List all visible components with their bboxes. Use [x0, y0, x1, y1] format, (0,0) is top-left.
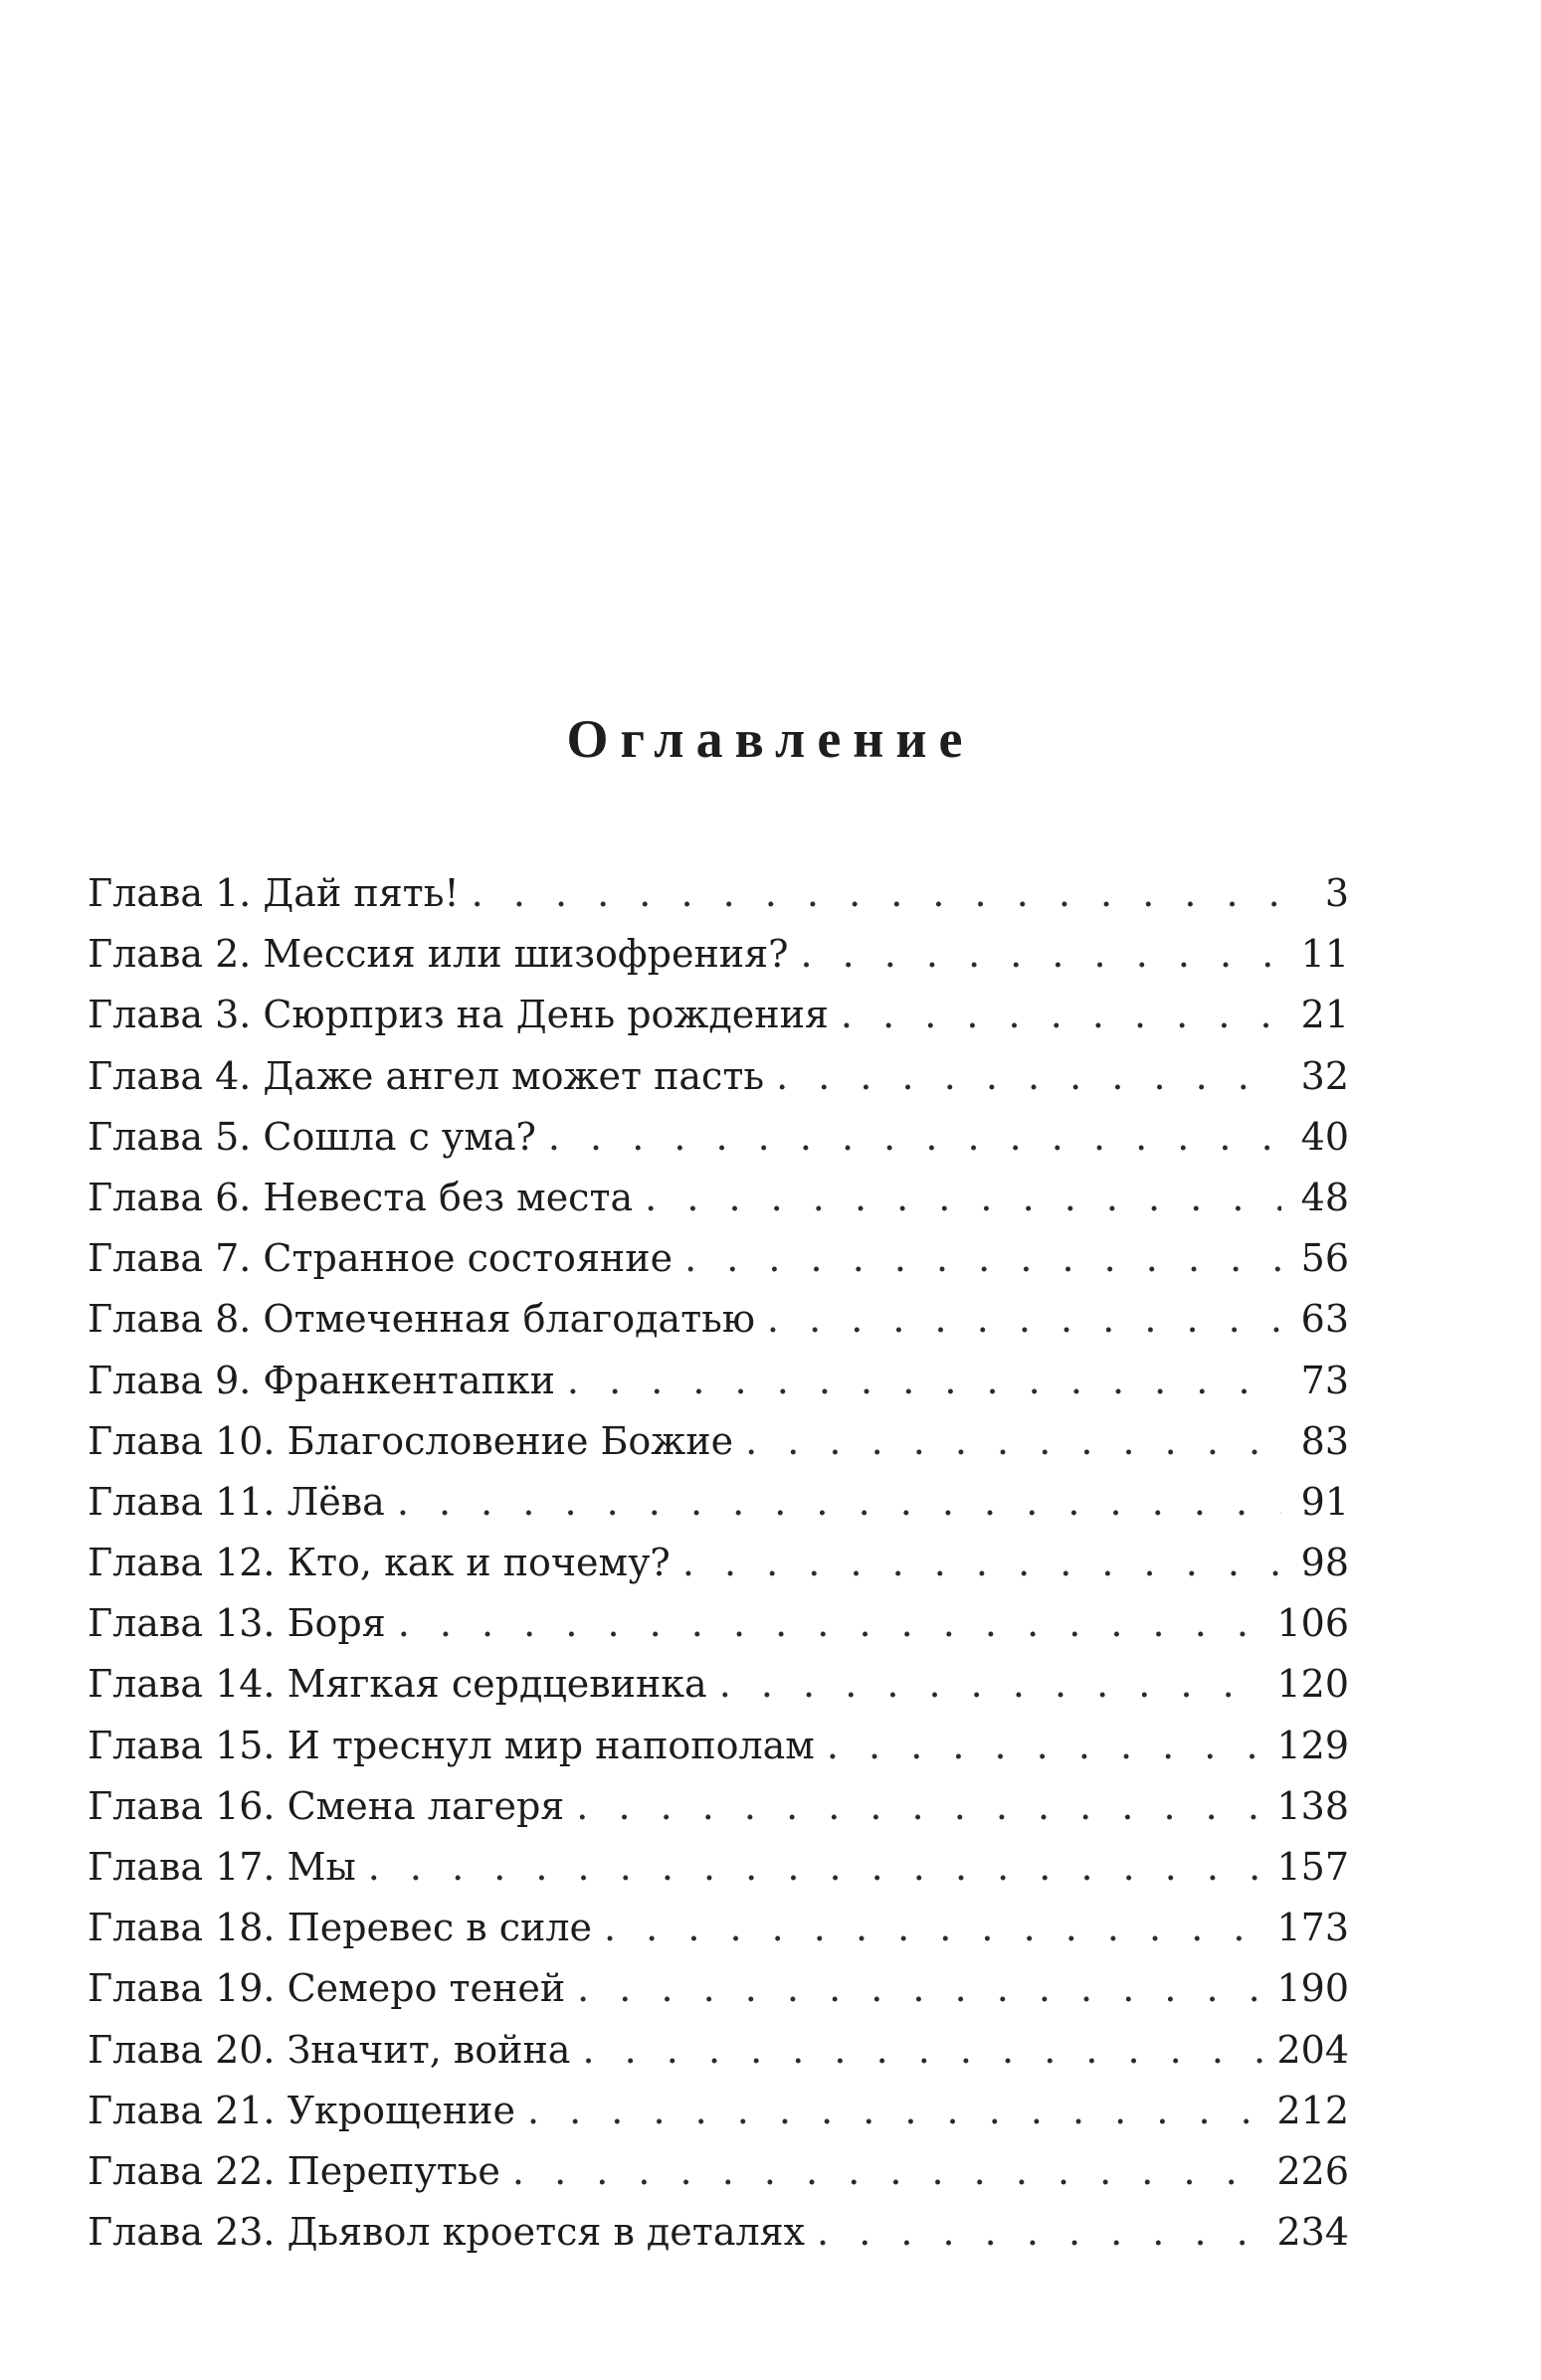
toc-entry-page: 212 — [1276, 2088, 1349, 2132]
dot-leader — [645, 1168, 1281, 1228]
toc-entry-page: 91 — [1300, 1479, 1349, 1524]
toc-entry — [88, 1168, 1349, 1228]
toc-entry-title: Глава 4. Даже ангел может пасть — [88, 1053, 765, 1098]
dot-leader — [817, 2202, 1264, 2263]
dot-leader — [719, 1654, 1265, 1715]
toc-entry-title: Глава 20. Значит, война — [88, 2027, 571, 2072]
toc-entry-page: 63 — [1300, 1297, 1349, 1342]
toc-entry — [88, 1472, 1349, 1533]
toc-entry-title: Глава 7. Странное состояние — [88, 1236, 674, 1281]
dot-leader — [745, 1411, 1281, 1472]
toc-entry — [88, 2081, 1349, 2141]
dot-leader — [682, 1533, 1281, 1593]
dot-leader — [577, 1958, 1264, 2019]
toc-entry-title: Глава 23. Дьявол кроется в деталях — [88, 2210, 806, 2255]
toc-entry-page: 83 — [1300, 1418, 1349, 1463]
toc-entry-title: Глава 11. Лёва — [88, 1479, 385, 1524]
toc-entry-page: 32 — [1300, 1053, 1349, 1098]
dot-leader — [398, 1593, 1265, 1654]
toc-entry-title: Глава 10. Благословение Божие — [88, 1418, 734, 1463]
toc-entry-page: 73 — [1300, 1358, 1349, 1402]
toc-entry-page: 98 — [1300, 1541, 1349, 1585]
toc-entry-page: 21 — [1300, 993, 1349, 1037]
toc-entry-title: Глава 3. Сюрприз на День рождения — [88, 993, 829, 1037]
toc-entry-title: Глава 16. Смена лагеря — [88, 1783, 565, 1828]
toc-entry-title: Глава 17. Мы — [88, 1845, 356, 1889]
toc-list — [88, 863, 1349, 2263]
toc-entry-title: Глава 13. Боря — [88, 1601, 386, 1646]
toc-entry-title: Глава 5. Сошла с ума? — [88, 1114, 536, 1159]
toc-entry — [88, 1411, 1349, 1472]
toc-entry-page: 11 — [1300, 932, 1349, 977]
toc-entry — [88, 1107, 1349, 1168]
toc-entry — [88, 2020, 1349, 2081]
toc-entry-title: Глава 18. Перевес в силе — [88, 1906, 592, 1950]
dot-leader — [512, 2141, 1265, 2202]
dot-leader — [576, 1776, 1264, 1837]
toc-entry — [88, 1351, 1349, 1411]
toc-entry — [88, 1837, 1349, 1898]
dot-leader — [841, 985, 1281, 1045]
dot-leader — [604, 1898, 1264, 1958]
toc-entry-page: 234 — [1276, 2210, 1349, 2255]
dot-leader — [368, 1837, 1265, 1898]
toc-entry-page: 226 — [1276, 2148, 1349, 2193]
dot-leader — [397, 1472, 1281, 1533]
toc-entry-page: 40 — [1300, 1114, 1349, 1159]
toc-entry-title: Глава 8. Отмеченная благодатью — [88, 1297, 755, 1342]
toc-entry-page: 190 — [1276, 1966, 1349, 2011]
toc-entry — [88, 1289, 1349, 1350]
toc-entry — [88, 1533, 1349, 1593]
toc-entry-page: 129 — [1276, 1723, 1349, 1767]
dot-leader — [548, 1107, 1281, 1168]
dot-leader — [767, 1289, 1281, 1350]
toc-entry-page: 157 — [1276, 1845, 1349, 1889]
toc-entry-title: Глава 1. Дай пять! — [88, 871, 460, 915]
toc-entry-title: Глава 21. Укрощение — [88, 2088, 515, 2132]
toc-entry — [88, 1046, 1349, 1107]
toc-entry-title: Глава 12. Кто, как и почему? — [88, 1541, 671, 1585]
toc-entry-page: 48 — [1300, 1175, 1349, 1219]
toc-entry — [88, 985, 1349, 1045]
toc-entry-page: 3 — [1324, 871, 1349, 915]
toc-entry — [88, 863, 1349, 924]
toc-entry — [88, 924, 1349, 985]
dot-leader — [527, 2081, 1265, 2141]
toc-entry-title: Глава 2. Мессия или шизофрения? — [88, 932, 789, 977]
dot-leader — [827, 1716, 1265, 1776]
toc-entry-title: Глава 15. И треснул мир напополам — [88, 1723, 815, 1767]
toc-entry-title: Глава 22. Перепутье — [88, 2148, 500, 2193]
dot-leader — [567, 1351, 1281, 1411]
toc-entry-title: Глава 19. Семеро теней — [88, 1966, 566, 2011]
toc-entry-page: 173 — [1276, 1906, 1349, 1950]
toc-entry — [88, 1958, 1349, 2019]
toc-entry — [88, 2202, 1349, 2263]
toc-entry — [88, 1898, 1349, 1958]
toc-entry-page: 56 — [1300, 1236, 1349, 1281]
toc-entry — [88, 2141, 1349, 2202]
toc-entry — [88, 1654, 1349, 1715]
toc-entry — [88, 1716, 1349, 1776]
dot-leader — [582, 2020, 1264, 2081]
toc-entry — [88, 1776, 1349, 1837]
toc-entry-title: Глава 14. Мягкая сердцевинка — [88, 1662, 707, 1707]
toc-entry-page: 138 — [1276, 1783, 1349, 1828]
dot-leader — [776, 1046, 1281, 1107]
toc-entry — [88, 1593, 1349, 1654]
toc-entry-title: Глава 6. Невеста без места — [88, 1175, 634, 1219]
toc-entry-page: 120 — [1276, 1662, 1349, 1707]
toc-entry-title: Глава 9. Франкентапки — [88, 1358, 555, 1402]
dot-leader — [472, 863, 1281, 924]
dot-leader — [684, 1228, 1281, 1289]
toc-title: Оглавление — [566, 709, 975, 769]
toc-entry-page: 204 — [1276, 2027, 1349, 2072]
toc-entry-page: 106 — [1276, 1601, 1349, 1646]
toc-entry — [88, 1228, 1349, 1289]
dot-leader — [800, 924, 1281, 985]
